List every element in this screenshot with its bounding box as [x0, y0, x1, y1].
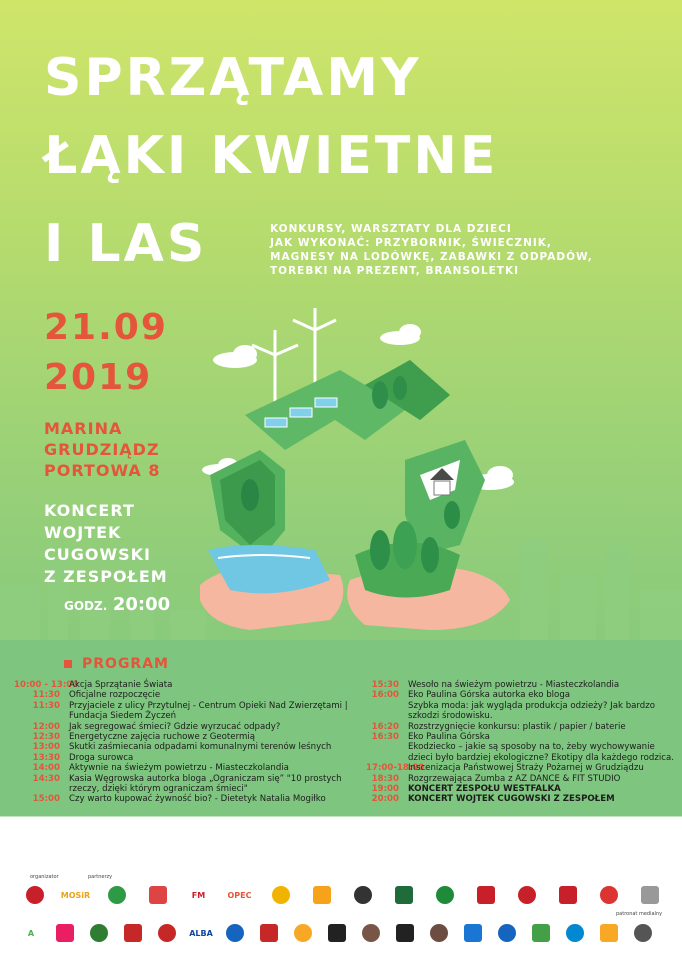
program-title: PROGRAM: [82, 656, 169, 672]
lasy-icon: [395, 886, 413, 904]
concert-line: KONCERT: [44, 501, 135, 520]
program-item: Oficjalne rozpoczęcie: [69, 690, 161, 701]
hands-badge-logo: [141, 882, 174, 908]
program-row: [14, 763, 354, 773]
kaja-logo-icon: [354, 886, 372, 904]
activities-line: MAGNESY NA LODÓWKĘ, ZABAWKI Z ODPADÓW,: [270, 251, 593, 263]
program-time: 15:30: [371, 680, 399, 690]
program-row: [14, 722, 354, 732]
kids-colors-icon: [56, 924, 74, 942]
miasteczkolandia-logo: [305, 882, 338, 908]
fire-badge-2-icon: [518, 886, 536, 904]
red-black-icon: [158, 924, 176, 942]
concert-line: Z ZESPOŁEM: [44, 567, 168, 586]
program-row: [366, 742, 676, 763]
flag-badge-logo: [428, 882, 461, 908]
grey-script-logo: [633, 882, 666, 908]
program-time: 19:00: [371, 784, 399, 795]
red-wave-logo: [256, 920, 282, 946]
program-row: [366, 784, 676, 794]
program-item: Energetyczne zajęcia ruchowe z Geotermią: [69, 732, 255, 743]
program-row: [14, 753, 354, 763]
program-item: Rozgrzewająca Zumba z AZ DANCE & FIT STUDIO: [408, 773, 621, 784]
program-row: [366, 732, 676, 742]
title-line-1: SPRZĄTAMY: [44, 48, 422, 108]
paw-logo-icon: [362, 924, 380, 942]
sponsors-footer: [0, 816, 682, 960]
concert-info: [44, 500, 168, 588]
kaja-logo-logo: [346, 882, 379, 908]
program-item: Eko Paulina Górska autorka eko bloga: [408, 690, 571, 701]
yellow-grid-logo: [290, 920, 316, 946]
program-row: [366, 722, 676, 732]
grey-script-icon: [641, 886, 659, 904]
program-row: [366, 763, 676, 773]
yellow-grid-icon: [294, 924, 312, 942]
program-time: [366, 701, 408, 722]
program-item: Ekodziecko – jakie są sposoby na to, żeby wychowywanie dzieci było bardziej ekologiczne? Ekotipy dla każdego rodzica.: [408, 742, 674, 763]
program-item: Aktywnie na świeżym powietrzu - Miasteczkolandia: [69, 763, 289, 774]
venue-line: GRUDZIĄDZ: [44, 440, 160, 459]
square-bullet-icon: [64, 660, 72, 668]
blue-flower-icon: [464, 924, 482, 942]
program-time: [366, 742, 408, 763]
program-row: [366, 701, 676, 722]
dark-block-logo: [324, 920, 350, 946]
activities-line: TOREBKI NA PREZENT, BRANSOLETKI: [270, 265, 520, 277]
program-row: [366, 794, 676, 804]
program-row: [366, 774, 676, 784]
program-time: 16:20: [371, 721, 399, 732]
program-time: 20:00: [371, 794, 399, 805]
title-line-3: I LAS: [44, 214, 208, 274]
media-patron-label: patronat medialny: [616, 911, 663, 917]
concert-line: WOJTEK: [44, 523, 122, 542]
fire-badge-1-logo: [469, 882, 502, 908]
fm-logo-logo: FM: [191, 890, 206, 900]
earth-logo: [528, 920, 554, 946]
program-item: Wesoło na świeżym powietrzu - Miasteczkolandia: [408, 680, 620, 690]
activities-list: [270, 222, 593, 278]
event-year: 2019: [44, 357, 153, 398]
grudziadz-crest-icon: [26, 886, 44, 904]
round-badge-icon: [124, 924, 142, 942]
hands-badge-icon: [149, 886, 167, 904]
program-item: Droga surowca: [69, 752, 134, 763]
program-right-column: [366, 680, 676, 805]
concert-hour: [64, 594, 170, 615]
eco-circle-icon: [108, 886, 126, 904]
paw-logo-logo: [358, 920, 384, 946]
red-circle-icon: [600, 886, 618, 904]
red-wave-icon: [260, 924, 278, 942]
program-row: [14, 732, 354, 742]
fajne-logo: [494, 920, 520, 946]
program-row: [14, 690, 354, 700]
eska-icon: [600, 924, 618, 942]
fajne-icon: [498, 924, 516, 942]
fire-badge-1-icon: [477, 886, 495, 904]
program-row: [14, 794, 354, 804]
recycling-hands-illustration: [190, 300, 530, 645]
venue-line: PORTOWA 8: [44, 461, 161, 480]
program-row: [366, 680, 676, 690]
program-time: 14:00: [32, 763, 60, 774]
brown-sq-icon: [430, 924, 448, 942]
program-row: [14, 742, 354, 752]
program-item: Akcja Sprzątanie Świata: [69, 680, 173, 690]
program-item: Eko Paulina Górska: [408, 732, 490, 743]
program-row: [14, 774, 354, 795]
program-item: KONCERT WOJTEK CUGOWSKI Z ZESPOŁEM: [408, 794, 615, 805]
dark-text-logo: [392, 920, 418, 946]
organizer-label: organizator: [30, 874, 59, 880]
fundacja-icon: [90, 924, 108, 942]
blue-b-logo: [222, 920, 248, 946]
activities-line: JAK WYKONAĆ: PRZYBORNIK, ŚWIECZNIK,: [270, 237, 552, 249]
a-green-logo: A: [27, 928, 35, 938]
program-time: 12:30: [32, 732, 60, 743]
yellow-swoosh-icon: [272, 886, 290, 904]
blue-dot-icon: [566, 924, 584, 942]
program-heading: [64, 656, 169, 672]
program-time: 11:30: [32, 690, 60, 701]
red-circle-logo: [592, 882, 625, 908]
red-black-logo: [154, 920, 180, 946]
hour-label: GODZ.: [64, 599, 108, 613]
mosir-logo: MOSiR: [60, 890, 91, 900]
program-item: Rozstrzygnięcie konkursu: plastik / papier / baterie: [408, 721, 626, 732]
partner-logos-row-1: [0, 882, 682, 910]
program-item: Skutki zaśmiecania odpadami komunalnymi terenów leśnych: [69, 742, 332, 753]
partners-label: partnerzy: [88, 874, 113, 880]
flag-badge-icon: [436, 886, 454, 904]
brown-sq-logo: [426, 920, 452, 946]
venue-line: MARINA: [44, 419, 123, 438]
opec-logo: OPEC: [227, 890, 252, 900]
program-time: 10:00 - 13:00: [14, 680, 79, 690]
program-left-column: [14, 680, 354, 805]
program-time: 17:00-18:00: [366, 763, 425, 774]
eska-logo: [596, 920, 622, 946]
hour-value: 20:00: [112, 594, 171, 615]
program-time: 14:30: [32, 773, 60, 784]
round-badge-logo: [120, 920, 146, 946]
program-time: 18:30: [371, 773, 399, 784]
grudziadz-crest-logo: [18, 882, 51, 908]
program-row: [14, 701, 354, 722]
fire-badge-2-logo: [510, 882, 543, 908]
program-item: Jak segregować śmieci? Gdzie wyrzucać odpady?: [69, 721, 281, 732]
concert-line: CUGOWSKI: [44, 545, 151, 564]
radio-logo: [630, 920, 656, 946]
earth-icon: [532, 924, 550, 942]
blue-dot-logo: [562, 920, 588, 946]
fundacja-logo: [86, 920, 112, 946]
program-time: 11:30: [32, 700, 60, 711]
program-time: 12:00: [32, 721, 60, 732]
partner-logos-row-2: [0, 920, 682, 948]
program-time: 16:30: [371, 732, 399, 743]
fire-badge-3-icon: [559, 886, 577, 904]
dark-text-icon: [396, 924, 414, 942]
program-time: 16:00: [371, 690, 399, 701]
miasteczkolandia-icon: [313, 886, 331, 904]
kids-colors-logo: [52, 920, 78, 946]
radio-icon: [634, 924, 652, 942]
dark-block-icon: [328, 924, 346, 942]
venue: [44, 418, 160, 481]
program-item: Kasia Węgrowska autorka bloga „Ograniczam się” "10 prostych rzeczy, dzięki którym ograniczam śmieci": [69, 773, 342, 795]
activities-line: KONKURSY, WARSZTATY DLA DZIECI: [270, 223, 512, 235]
yellow-swoosh-logo: [264, 882, 297, 908]
lasy-logo: [387, 882, 420, 908]
blue-flower-logo: [460, 920, 486, 946]
program-item: Czy warto kupować żywność bio? - Dietetyk Natalia Mogiłko: [69, 794, 326, 805]
program-item: Przyjaciele z ulicy Przytulnej - Centrum Opieki Nad Zwierzętami | Fundacja Siedem Życzeń: [69, 700, 348, 722]
program-row: [366, 690, 676, 700]
program-time: 15:00: [32, 794, 60, 805]
program-time: 13:30: [32, 752, 60, 763]
blue-b-icon: [226, 924, 244, 942]
program-item: Szybka moda: jak wygląda produkcja odzieży? Jak bardzo szkodzi środowisku.: [408, 700, 656, 722]
program-time: 13:00: [32, 742, 60, 753]
event-date: 21.09: [44, 307, 168, 348]
program-item: Inscenizacja Państwowej Straży Pożarnej w Grudziądzu: [408, 763, 644, 774]
title-line-2: ŁĄKI KWIETNE: [44, 126, 499, 186]
program-row: [14, 680, 354, 690]
program-item: KONCERT ZESPOŁU WESTFALKA: [408, 784, 561, 795]
alba-logo: ALBA: [189, 928, 213, 938]
fire-badge-3-logo: [551, 882, 584, 908]
eco-circle-logo: [100, 882, 133, 908]
